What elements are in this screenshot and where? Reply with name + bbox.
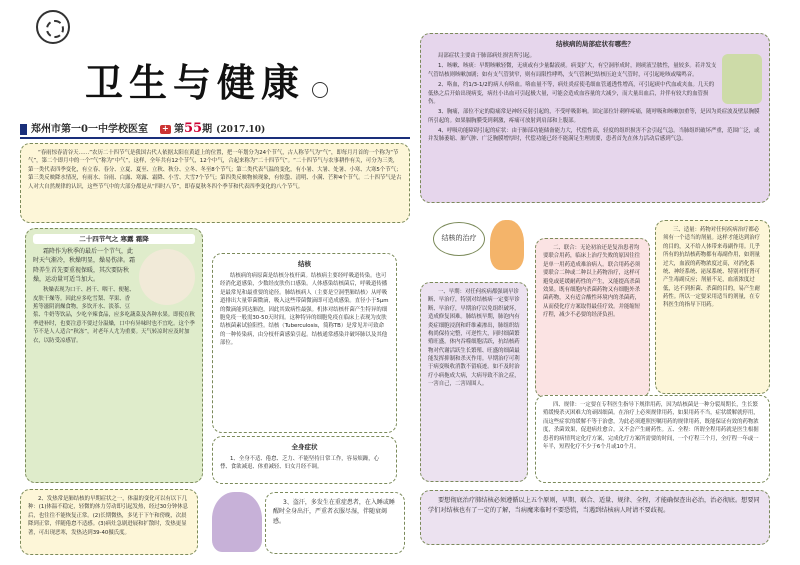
school-logo: [36, 10, 70, 44]
systemic-box: [212, 436, 397, 484]
issue-prefix: 第: [173, 124, 184, 135]
leaf-decoration: [312, 82, 328, 98]
local-p1: 1、咳嗽、咳痰：早期咳嗽轻微，无痰或有少量黏液痰。病变扩大，有空洞形成时，则痰液呈脓性，量较多。若并发支气管结核则咳嗽加剧；如有支气管狭窄，则有局限性哮鸣，支气管淋巴结核压迫支气管时，可引起呛咳或喘鸣音。: [428, 63, 717, 78]
regular-box: [535, 395, 770, 483]
combo-text: 二、联合：无论初治还是复治患者均要联合用药，临床上治疗失败的原因往往是单一用药造成难治病人。联合用药必须要联合二种或二种以上药物治疗，这样可避免或延缓耐药性的产生，又能提高杀菌效果。既有细胞内杀菌药物又有细胞外杀菌药物，又有适合酸性环境内的杀菌药，从而使化疗方案取得最佳疗效。并能缩短疗程，减少不必要的经济负担。: [543, 245, 641, 318]
local-p3: 3、胸痛，部位不定的隐痛常是神经反射引起的，不受呼吸影响。固定部位针刺样疼痛，随呼吸和咳嗽加重等，是因为炎症波及壁层胸膜所引起的。如果膈胸膜受到刺激，疼痛可放射到肩部和上腹部。: [428, 109, 760, 124]
conclusion-box: [420, 490, 770, 545]
first-aid-icon: [160, 125, 171, 134]
cough-man-illustration: [722, 54, 762, 104]
sick-girl-illustration: [212, 492, 262, 552]
newspaper-title: 卫生与健康: [85, 60, 306, 105]
masthead-line: [20, 120, 410, 136]
local-symptoms-box: [420, 33, 770, 203]
early-box: [420, 282, 528, 482]
solar-term-box: [25, 228, 203, 483]
school-name: 郑州市第一0一中学校医室: [31, 124, 148, 135]
intro-box: [20, 143, 410, 223]
fever-text: 2、发热常是肺结核的早期症状之一，体温的变化可以有以下几种：(1)体温不稳定，轻微的体力劳动即引起发热，经过30分钟休息后，也往往不能恢复正常。(2)长期微热，多见于下午和傍晚，次晨降到正常，伴随倦怠不适感。(3)病灶急剧进展和扩散时，发热更显著，可出现恶寒，发热达到39-40摄氏度。: [28, 496, 189, 536]
issue-number: 55: [183, 121, 203, 136]
local-symptoms-title: 结核病的局部症状有哪些？: [556, 40, 634, 48]
treatment-title: 结核的治疗: [441, 234, 477, 242]
dose-box: [655, 220, 770, 394]
masthead-rule: [20, 137, 410, 139]
local-p4: 4、呼吸功能障碍引起的症状：由于肺部功能储备能力大，代偿性高，轻度的组织损害不会引起气急。当肺组织破坏严重，范围广泛，或并发肺萎缩、肺气肿、广泛胸膜增厚时，代偿功能已经不能满足生理需要，患者首先在体力活动后感到气急。: [428, 128, 760, 143]
solar-term-p2: 秋燥表现为口干、唇干、咽干、便秘、皮肤干燥等。因此应多吃雪梨、苹果、香蕉等滋阴润燥食物，多饮开水、淡茶、豆浆、牛奶等饮品，少吃辛辣食品，应多吃蔬菜及各种水果。即使在秋季进补时，也要注意不要过分温燥，口中有异味时也不宜吃。这个季节不是人人适合“秋冻”，对老年人尤为重要。天气转凉时应及时加衣，以防受凉感冒。: [33, 287, 195, 344]
sweat-text: 3、盗汗，多发生在重症患者，在入睡或睡醒时全身出汗，严重者衣服尽湿，伴随衰竭感。: [273, 499, 395, 525]
nurse-girl-illustration: [490, 220, 524, 270]
solar-term-p1: 霜降作为秋季的最后一个节气，此时天气渐冷，秋燥明显，燥易伤津。霜降养生首先要重视保暖，其次要防秋燥，运动量可适当加大。: [33, 248, 136, 283]
blossom-illustration: [139, 249, 195, 305]
local-p2: 2、咯血，约1/3-1/2的病人有咯血。咯血量不等，病灶炎症使毛细血管通透性增高，可引起痰中代血或夹血。几天的低热之后开始出现病变，病灶小出血可引起极大量，可能会造成血容量的大减少，而大量出血后，并伴有较大的血管损伤。: [428, 82, 715, 105]
title-bar: [20, 124, 27, 135]
intro-text: “春雨惊春清谷天……”农历二十四节气是我国古代人依据太阳在黄道上的位置，把一年划分为24个节气，古人称节气为“气”，即每月月首的一个称为“节气”，第二个即月中的一个“气”称为“中气”，这样，全年共有12个节气，12个中气，合起来称为“二十四节气”。“二十四节气与农事耕作有关，可分为三类，第一类代表四季变化，有立春、春分、立夏、夏至、立秋、秋分、立冬、冬至8个节气；第二类代表气温的变化，有小暑、大暑、处暑、小寒、大寒5个节气；第三类反映降水情况，有雨水、谷雨、白露、寒露、霜降、小雪、大雪7个节气；第四类反映物候现象，有惊蛰、清明、小满、芒种4个节气。二十四节气是古人对大自然规律的认识，这些节气中的大部分都是从“四时八节”，即春夏秋冬四个季节和代表四季变化的八个节气。: [28, 150, 402, 190]
systemic-title: 全身症状: [291, 443, 318, 451]
fever-box: [20, 489, 198, 555]
solar-term-title: 二十四节气之 寒露 霜降: [33, 234, 195, 244]
treatment-heading-bubble: [433, 222, 485, 256]
systemic-text: 1、全身不适、倦怠、乏力、不能坚持日常工作，容易烦躁，心悸、食欲减退、体重减轻、妇女月经不调。: [220, 456, 379, 471]
sweat-box: [265, 492, 405, 554]
tb-title: 结核: [298, 260, 311, 268]
local-lead: 局部症状主要由于肺部病灶损害所引起。: [438, 53, 536, 60]
issue-suffix: 期: [202, 124, 213, 135]
issue-date: (2017.10): [216, 125, 266, 135]
tb-box: [212, 253, 397, 433]
conclusion-text: 要想彻底治疗肺结核必须遵循以上五个原则，早期、联合、适量、规律、全程，才能确保查出必治，治必彻底。想要同学们对结核也有了一定的了解，当病魔来临时不要恐慌，当遇到结核病人时请不要歧视。: [428, 497, 760, 514]
regular-text: 四、规律：一定要在专科医生指导下规律用药，因为结核菌是一种分裂周期长，生长繁殖缓慢杀灭困难大的顽固细菌。在治疗上必须规律用药，如果用药不当，症状缓解就停用，而这些症状的缓解不等于治愈，为此必须遵照医嘱用药的规律用药，既能保证有效的药物浓度，杀菌效果，促进病灶愈合，又不会产生耐药性。五、全程：所谓全程用药就是医生根据患者的病情判定化疗方案，完成化疗方案所需要的时间，一个疗程三个月，全疗程一年或一年半，短程化疗不少于6个月或10个月。: [543, 402, 759, 450]
tb-text: 结核病的病原菌是结核分枝杆菌。结核病主要经呼吸道传染。也可经消化道感染，少数经皮肤伤口感染。人体感染结核菌后，呼吸道传播是最常见和最重要的途径。肺结核病人（主要是空洞型肺结核）从呼吸道排出大量带菌微滴，吸入这些带菌微滴即可造成感染。直径小于5μm的微滴能到达肺泡，因此其致病性最强。机体对结核杆菌产生特异的细胞免疫一般需30-50天时间。这种特异的细胞免疫在临床上表现为皮肤结核菌素试验阳性。结核（Tuberculosis，简称TB）是常见并可致命的一种传染病，由分枝杆菌感染引起。结核通常感染并破坏肺以及其他部位。: [220, 273, 389, 347]
combo-box: [535, 238, 650, 398]
early-text: 一、早期：对任何疾病都强调早诊断、早治疗，特别对结核病一定要早诊断、早治疗，早期治疗以免组织破坏，造成修复困难。肺结核早期，肺泡内有炎症细胞浸润和纤维素渗出，肺组织结构尚保持完整，可逆性大，同时细菌繁殖旺盛，体内吞噬细胞活跃，抗结核药物对代谢活跃生长繁殖、旺盛的细菌最能发挥抑制和杀灭作用。早期治疗可利于病变吸收消散不留痕迹。如不及时治疗小病拖成大病，大病导致不治之症，一害自己，二害周围人。: [428, 289, 520, 388]
dose-text: 三、适量：药物对任何疾病治疗都必须有一个适当的剂量。这样才能达到治疗的目的，又不给人体带来毒副作用。几乎所有的抗结核药物都有毒副作用，如剂量过大，血液的药物浓度过高，对消化系统、神经系统、泌尿系统、特别对肝肾可产生毒副反应；剂量不足，血液浓度过低，达不到折菌、杀菌的目的，易产生耐药性。所以一定要采用适当的剂量，在专科医生的指导下用药。: [663, 227, 761, 309]
